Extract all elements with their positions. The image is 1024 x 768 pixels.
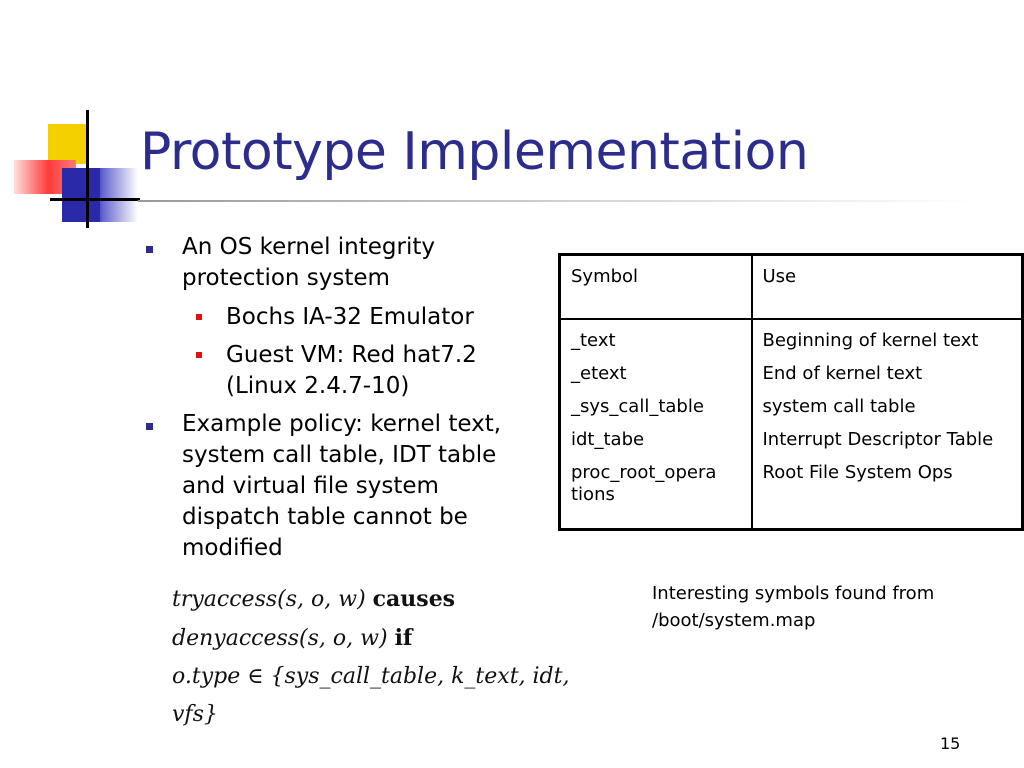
formula-keyword-causes: causes — [372, 586, 456, 612]
logo-yellow-square — [48, 124, 88, 164]
symbol-cell — [560, 319, 752, 530]
table-note: Interesting symbols found from /boot/system.map — [652, 583, 935, 631]
sub-bullet-text: Guest VM: Red hat7.2 (Linux 2.4.7-10) — [226, 342, 477, 399]
bullet-text: An OS kernel integrity protection system — [182, 234, 435, 291]
sub-bullet-text: Bochs IA-32 Emulator — [226, 304, 474, 330]
use-text: Interrupt Descriptor Table — [762, 429, 994, 450]
slide-title: Prototype Implementation — [140, 122, 809, 182]
symbol-table — [558, 253, 1024, 531]
table-header-row — [560, 255, 1023, 320]
bullet-list — [138, 232, 538, 572]
sub-bullet-marker — [196, 352, 202, 358]
sub-bullet-item — [138, 302, 538, 333]
title-rule — [138, 200, 978, 202]
logo-blue-square — [62, 168, 102, 222]
formula-left: tryaccess(s, o, w) — [172, 587, 366, 612]
bullet-item — [138, 409, 538, 564]
table-row — [560, 319, 1023, 530]
slide-logo — [0, 0, 140, 235]
sub-bullet-marker — [196, 314, 202, 320]
logo-blue-fade — [100, 168, 138, 222]
formula-keyword-if: if — [394, 625, 413, 651]
symbol-name: _etext — [571, 363, 627, 384]
table-header-use: Use — [752, 255, 1023, 320]
formula-right: denyaccess(s, o, w) — [172, 626, 388, 651]
formula-line-1 — [172, 580, 592, 658]
use-text: system call table — [762, 396, 916, 417]
symbol-name: idt_tabe — [571, 429, 645, 450]
symbol-name: _sys_call_table — [571, 396, 704, 417]
use-text: End of kernel text — [762, 363, 923, 384]
symbol-name: proc_root_opera tions — [571, 462, 717, 505]
use-text: Beginning of kernel text — [762, 330, 979, 351]
bullet-marker — [146, 246, 153, 253]
table-header-symbol: Symbol — [560, 255, 752, 320]
symbol-name: _text — [571, 330, 616, 351]
use-text: Root File System Ops — [762, 462, 953, 483]
bullet-item — [138, 232, 538, 294]
bullet-marker — [146, 423, 153, 430]
policy-formula — [172, 580, 592, 734]
page-number: 15 — [940, 734, 961, 753]
use-cell — [752, 319, 1023, 530]
bullet-text: Example policy: kernel text, system call table, IDT table and virtual file system dispatch table cannot be modified — [182, 411, 502, 561]
sub-bullet-item — [138, 340, 538, 402]
formula-line-2: o.type ∈ {sys_call_table, k_text, idt, vfs} — [172, 664, 570, 727]
logo-vertical-line — [86, 110, 89, 228]
logo-horizontal-line — [50, 198, 140, 201]
